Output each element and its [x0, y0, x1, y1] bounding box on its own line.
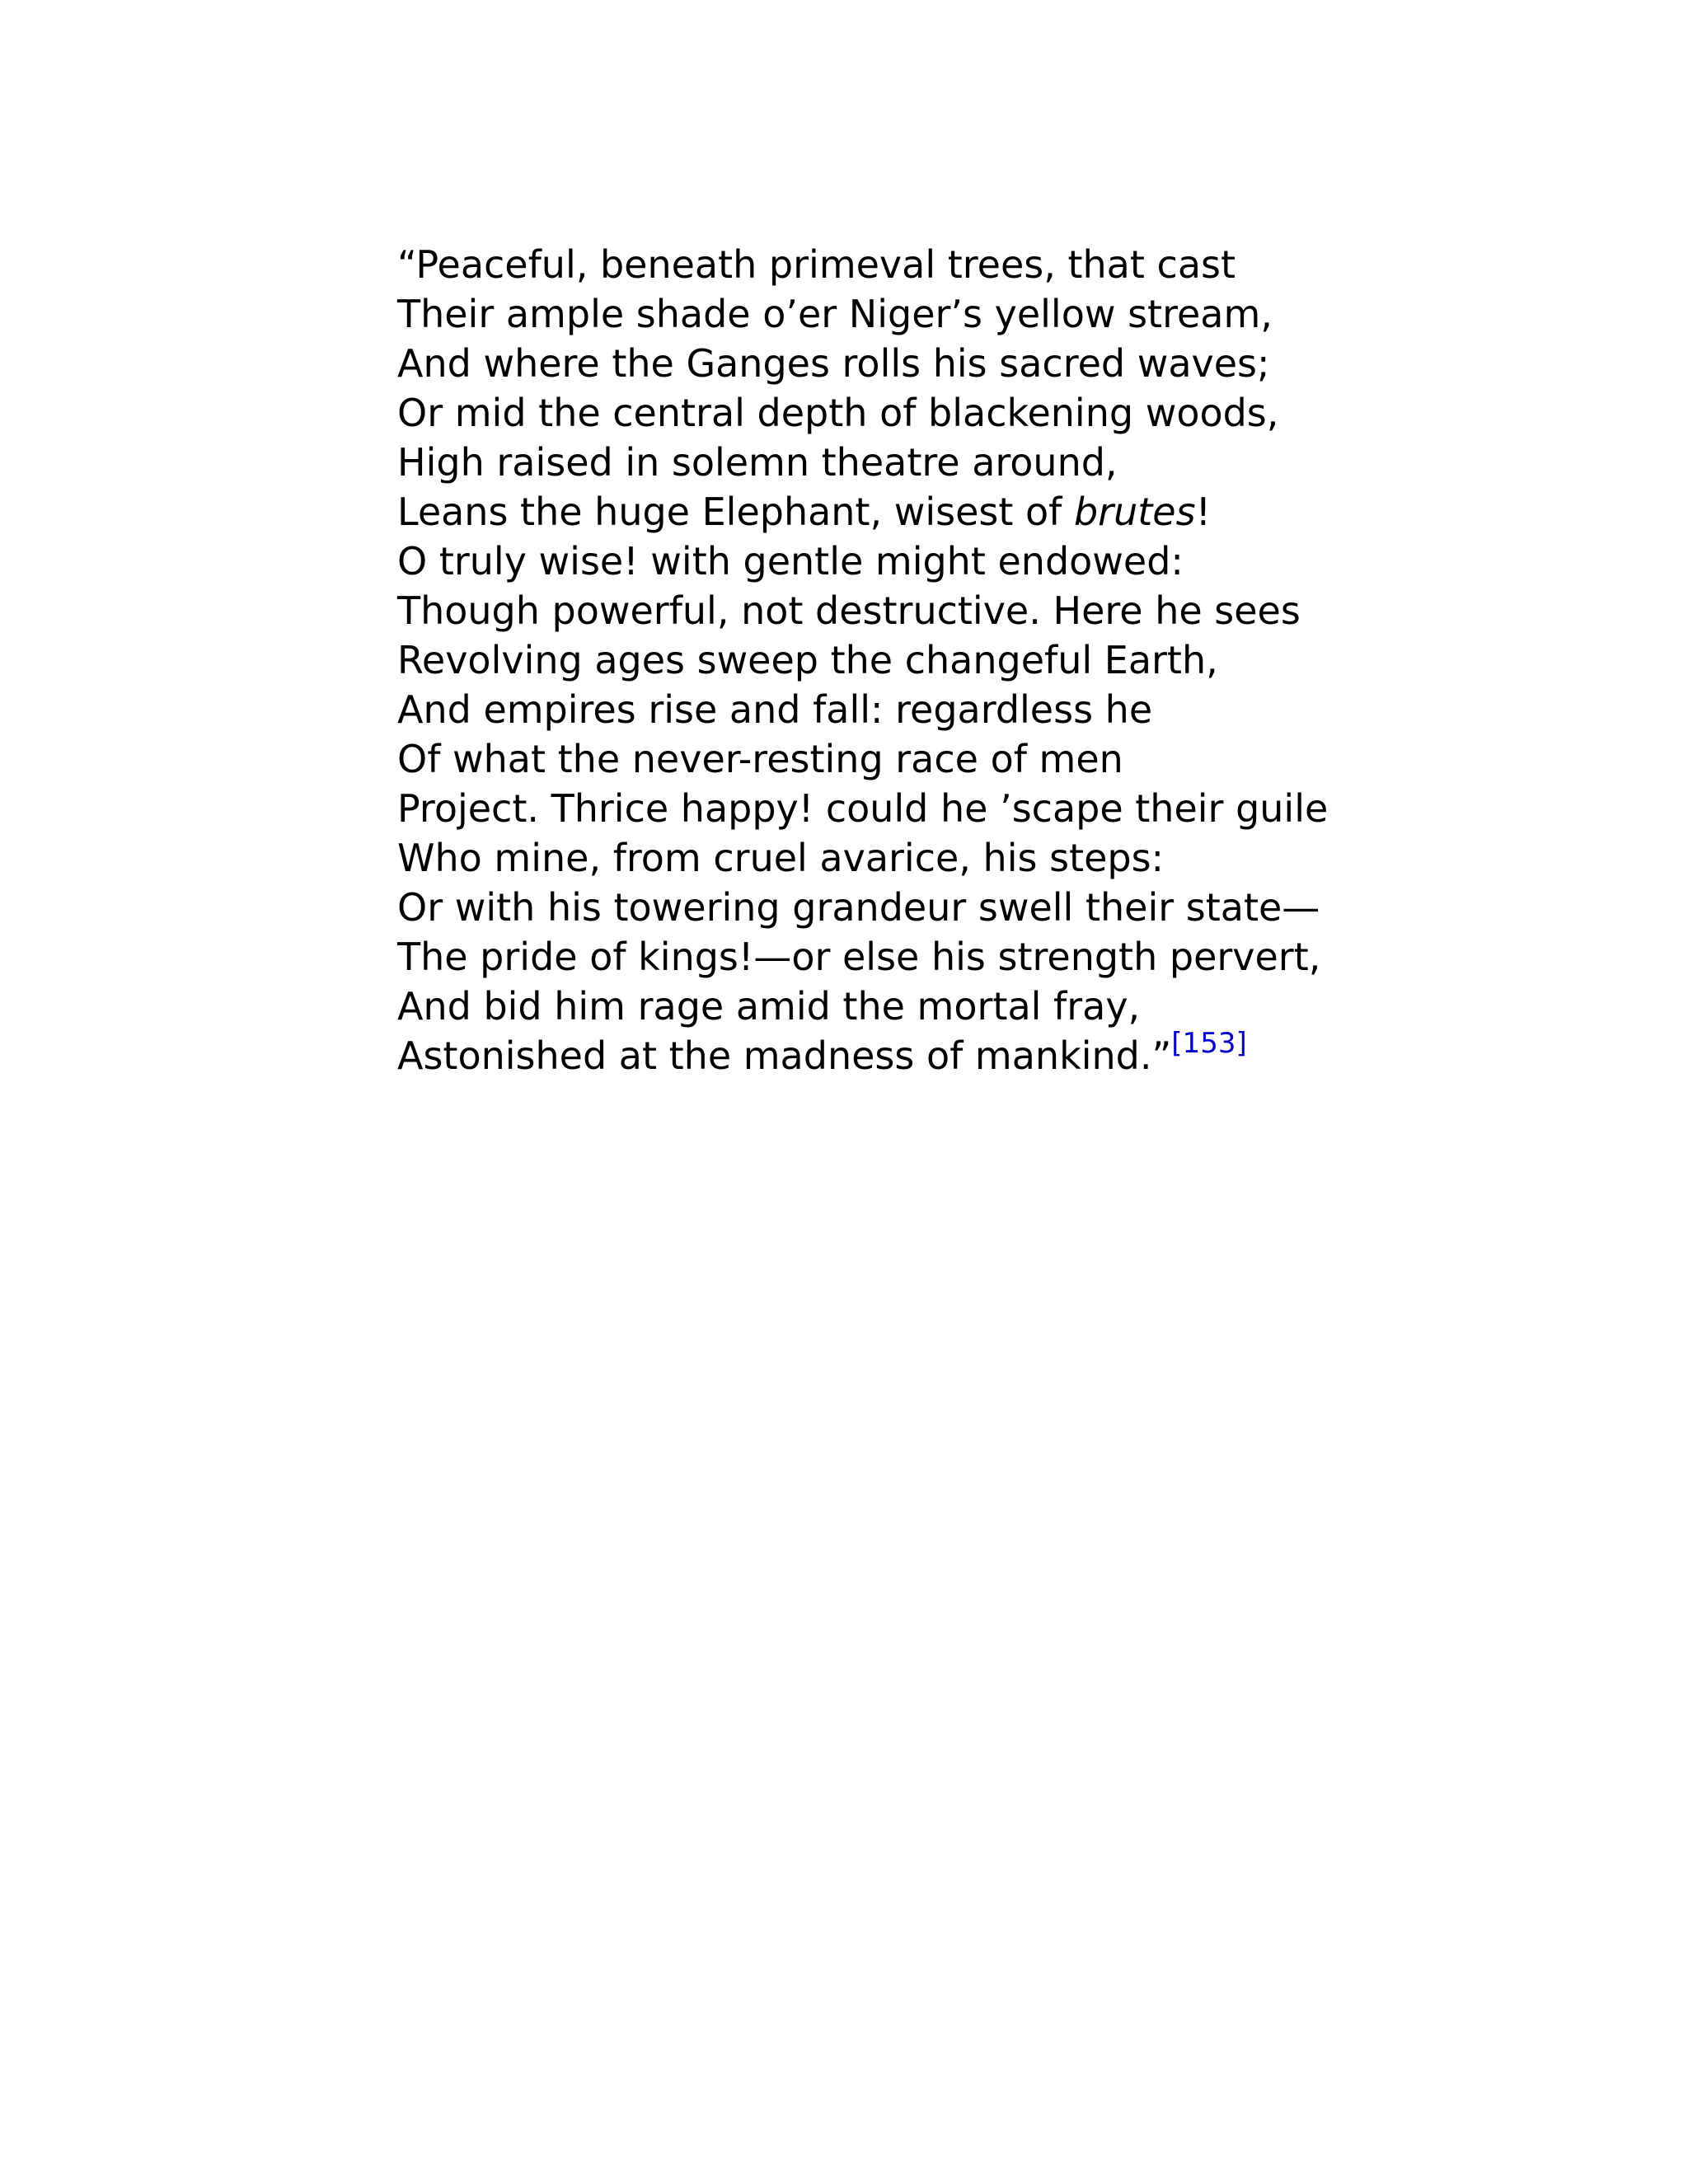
poem-line-7: O truly wise! with gentle might endowed: — [397, 539, 1184, 583]
poem-line-5: High raised in solemn theatre around, — [397, 440, 1118, 485]
poem-italic-word: brutes — [1073, 490, 1196, 534]
poem-line-15: The pride of kings!—or else his strength pervert, — [397, 935, 1321, 979]
poem-line-13: Who mine, from cruel avarice, his steps: — [397, 836, 1165, 880]
poem-line-1: “Peaceful, beneath primeval trees, that cast — [397, 242, 1236, 287]
poem-line-3: And where the Ganges rolls his sacred waves; — [397, 341, 1270, 386]
poem-line-2: Their ample shade o’er Niger’s yellow stream, — [397, 292, 1273, 336]
poem-block — [397, 240, 1328, 1080]
footnote-link[interactable]: [153] — [1171, 1026, 1247, 1060]
poem-line-10: And empires rise and fall: regardless he — [397, 687, 1153, 732]
poem-line-14: Or with his towering grandeur swell their state— — [397, 885, 1320, 930]
poem-line-9: Revolving ages sweep the changeful Earth, — [397, 638, 1218, 682]
poem-line-8: Though powerful, not destructive. Here he sees — [397, 588, 1301, 633]
poem-line-4: Or mid the central depth of blackening woods, — [397, 391, 1279, 435]
poem-line-6-text: Leans the huge Elephant, wisest of — [397, 490, 1074, 534]
poem-line-12: Project. Thrice happy! could he ’scape their guile — [397, 786, 1329, 831]
poem-line-17-text: Astonished at the madness of mankind.” — [397, 1033, 1172, 1078]
poem-line-17 — [397, 1026, 1328, 1080]
poem-line-11: Of what the never-resting race of men — [397, 737, 1123, 781]
poem-line-16: And bid him rage amid the mortal fray, — [397, 984, 1141, 1029]
poem-line-6-tail: ! — [1195, 490, 1212, 534]
poem-line-6 — [397, 487, 1328, 537]
